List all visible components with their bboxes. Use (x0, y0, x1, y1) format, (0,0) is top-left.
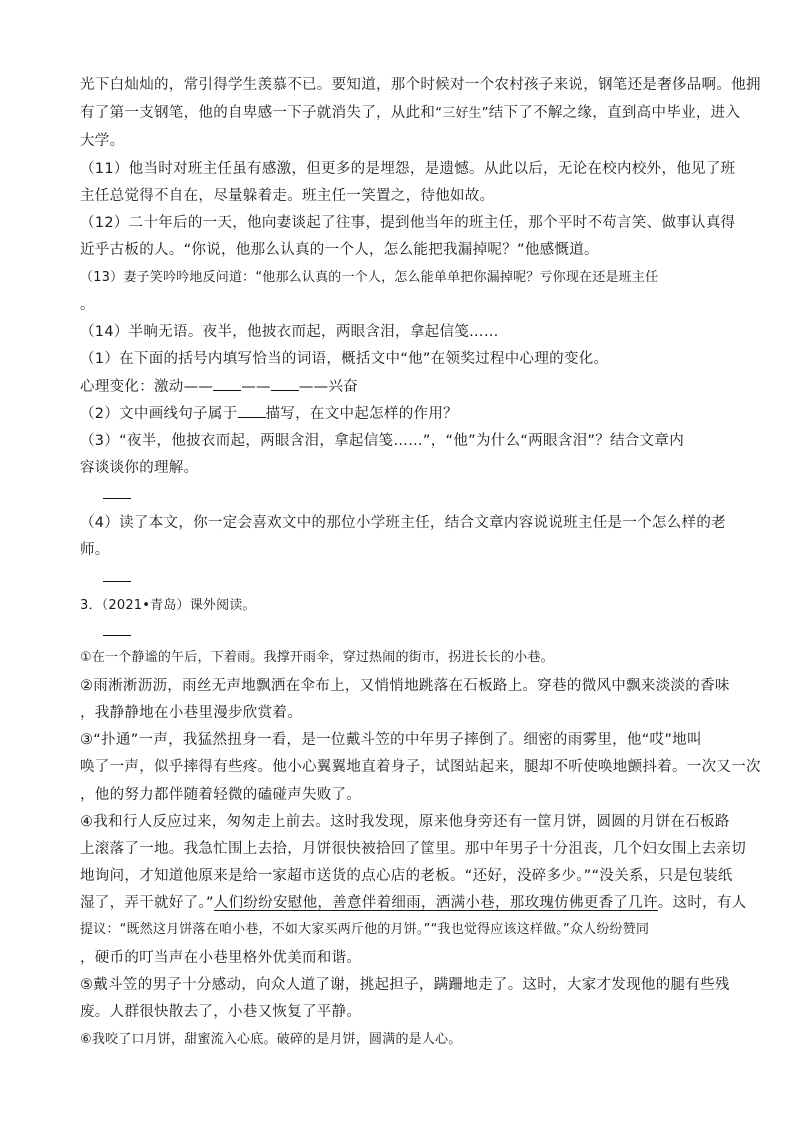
question-2 (80, 403, 720, 424)
paragraph-13-line: （13）妻子笑吟吟地反问道：“他那么认真的一个人，怎么能单单把你漏掉呢？亏你现在还是班主任 (80, 270, 659, 285)
reading-paragraph-3-line: ③“扑通”一声，我猛然扭身一看，是一位戴斗笠的中年男子摔倒了。细密的雨雾里，他“哎”地叫 (80, 732, 702, 748)
paragraph-14-line: （14）半晌无语。夜半，他披衣而起，两眼含泪，拿起信笺…… (80, 324, 499, 340)
reading-paragraph-2-line: ，我静静地在小巷里漫步欣赏着。 (80, 705, 302, 721)
question-1-answer (80, 376, 720, 397)
question-3-line: （3）“夜半，他披衣而起，两眼含泪，拿起信笺……”，“他”为什么“两眼含泪”？结合文章内 (80, 433, 684, 449)
section-3-title: 3．（2021•青岛）课外阅读。 (80, 598, 256, 613)
underlined-sentence: 人们纷纷安慰他，善意伴着细雨，洒满小巷，那玫瑰仿佛更香了几许 (213, 895, 658, 911)
reading-paragraph-4-line: 地询问，才知道他原来是给一家超市送货的点心店的老板。“还好，没碎多少。”“没关系，只是包装纸 (80, 868, 733, 884)
answer-line[interactable] (103, 498, 131, 499)
reading-paragraph-4-line: 上滚落了一地。我急忙围上去拾，月饼很快被拾回了筐里。那中年男子十分沮丧，几个妇女围上去亲切 (80, 841, 746, 857)
question-4-line: （4）读了本文，你一定会喜欢文中的那位小学班主任，结合文章内容说说班主任是一个怎么样的老 (80, 515, 726, 531)
answer-blank[interactable] (271, 376, 299, 391)
question-4-line: 师。 (80, 542, 110, 558)
reading-paragraph-3-line: ，他的努力都伴随着轻微的磕碰声失败了。 (80, 787, 362, 803)
quoted-term: “三好生” (435, 106, 489, 121)
reading-paragraph-4-line: 提议：“既然这月饼落在咱小巷，不如大家买两斤他的月饼。”“我也觉得应该这样做。”众人纷纷赞同 (80, 922, 650, 937)
reading-paragraph-4-line (80, 893, 747, 913)
paragraph-11-line: 主任总觉得不自在，尽量躲着走。班主任一笑置之，待他如故。 (80, 188, 495, 204)
text-line: 大学。 (80, 133, 125, 149)
text-span: 结下了不解之缘，直到高中毕业，进入 (488, 105, 741, 121)
reading-paragraph-2-line: ②雨淅淅沥沥，雨丝无声地飘洒在伞布上，又悄悄地跳落在石板路上。穿巷的微风中飘来淡淡的香味 (80, 678, 730, 694)
dash: ——兴奋 (298, 379, 359, 395)
reading-paragraph-1: ①在一个静谧的午后，下着雨。我撑开雨伞，穿过热闹的街市，拐进长长的小巷。 (80, 650, 554, 665)
paragraph-13-line: 。 (80, 297, 95, 313)
reading-paragraph-6: ⑥我咬了口月饼，甜蜜流入心底。破碎的是月饼，圆满的是人心。 (80, 1032, 462, 1047)
text-line (80, 103, 741, 124)
question-3-line: 容谈谈你的理解。 (80, 460, 199, 476)
answer-label: 心理变化：激动—— (80, 379, 214, 395)
text-span: 湿了，弄干就好了。” (80, 895, 214, 911)
answer-line[interactable] (103, 581, 131, 582)
paragraph-11-line: （11）他当时对班主任虽有感激，但更多的是埋怨，是遗憾。从此以后，无论在校内校外，他见了班 (80, 161, 736, 177)
paragraph-12-line: 近乎古板的人。“你说，他那么认真的一个人，怎么能把我漏掉呢？”他感慨道。 (80, 242, 599, 258)
text-line: 光下白灿灿的，常引得学生羡慕不已。要知道，那个时候对一个农村孩子来说，钢笔还是奢侈品啊。他拥 (80, 77, 761, 93)
question-text: （2）文中画线句子属于 (80, 406, 238, 422)
reading-paragraph-3-line: 唤了一声，似乎摔得有些疼。他小心翼翼地直着身子，试图站起来，腿却不听使唤地颤抖着。一次又一次 (80, 759, 761, 775)
question-1: （1）在下面的括号内填写恰当的词语，概括文中“他”在领奖过程中心理的变化。 (80, 351, 609, 367)
text-span: 。这时，有人 (657, 895, 747, 911)
answer-blank[interactable] (213, 376, 241, 391)
reading-paragraph-5-line: 废。人群很快散去了，小巷又恢复了平静。 (80, 1004, 362, 1020)
reading-paragraph-4-line: ，硬币的叮当声在小巷里格外优美而和谐。 (80, 950, 362, 966)
reading-paragraph-4-line: ④我和行人反应过来，匆匆走上前去。这时我发现，原来他身旁还有一筐月饼，圆圆的月饼在石板路 (80, 814, 730, 830)
answer-line[interactable] (103, 635, 131, 636)
paragraph-12-line: （12）二十年后的一天，他向妻谈起了往事，提到他当年的班主任，那个平时不苟言笑、做事认真得 (80, 215, 736, 231)
question-text: 描写，在文中起怎样的作用？ (265, 406, 458, 422)
text-span: 有了第一支钢笔，他的自卑感一下子就消失了，从此和 (80, 105, 436, 121)
reading-paragraph-5-line: ⑤戴斗笠的男子十分感动，向众人道了谢，挑起担子，蹒跚地走了。这时，大家才发现他的腿有些残 (80, 977, 730, 993)
answer-blank[interactable] (238, 403, 266, 418)
dash: —— (241, 379, 271, 395)
